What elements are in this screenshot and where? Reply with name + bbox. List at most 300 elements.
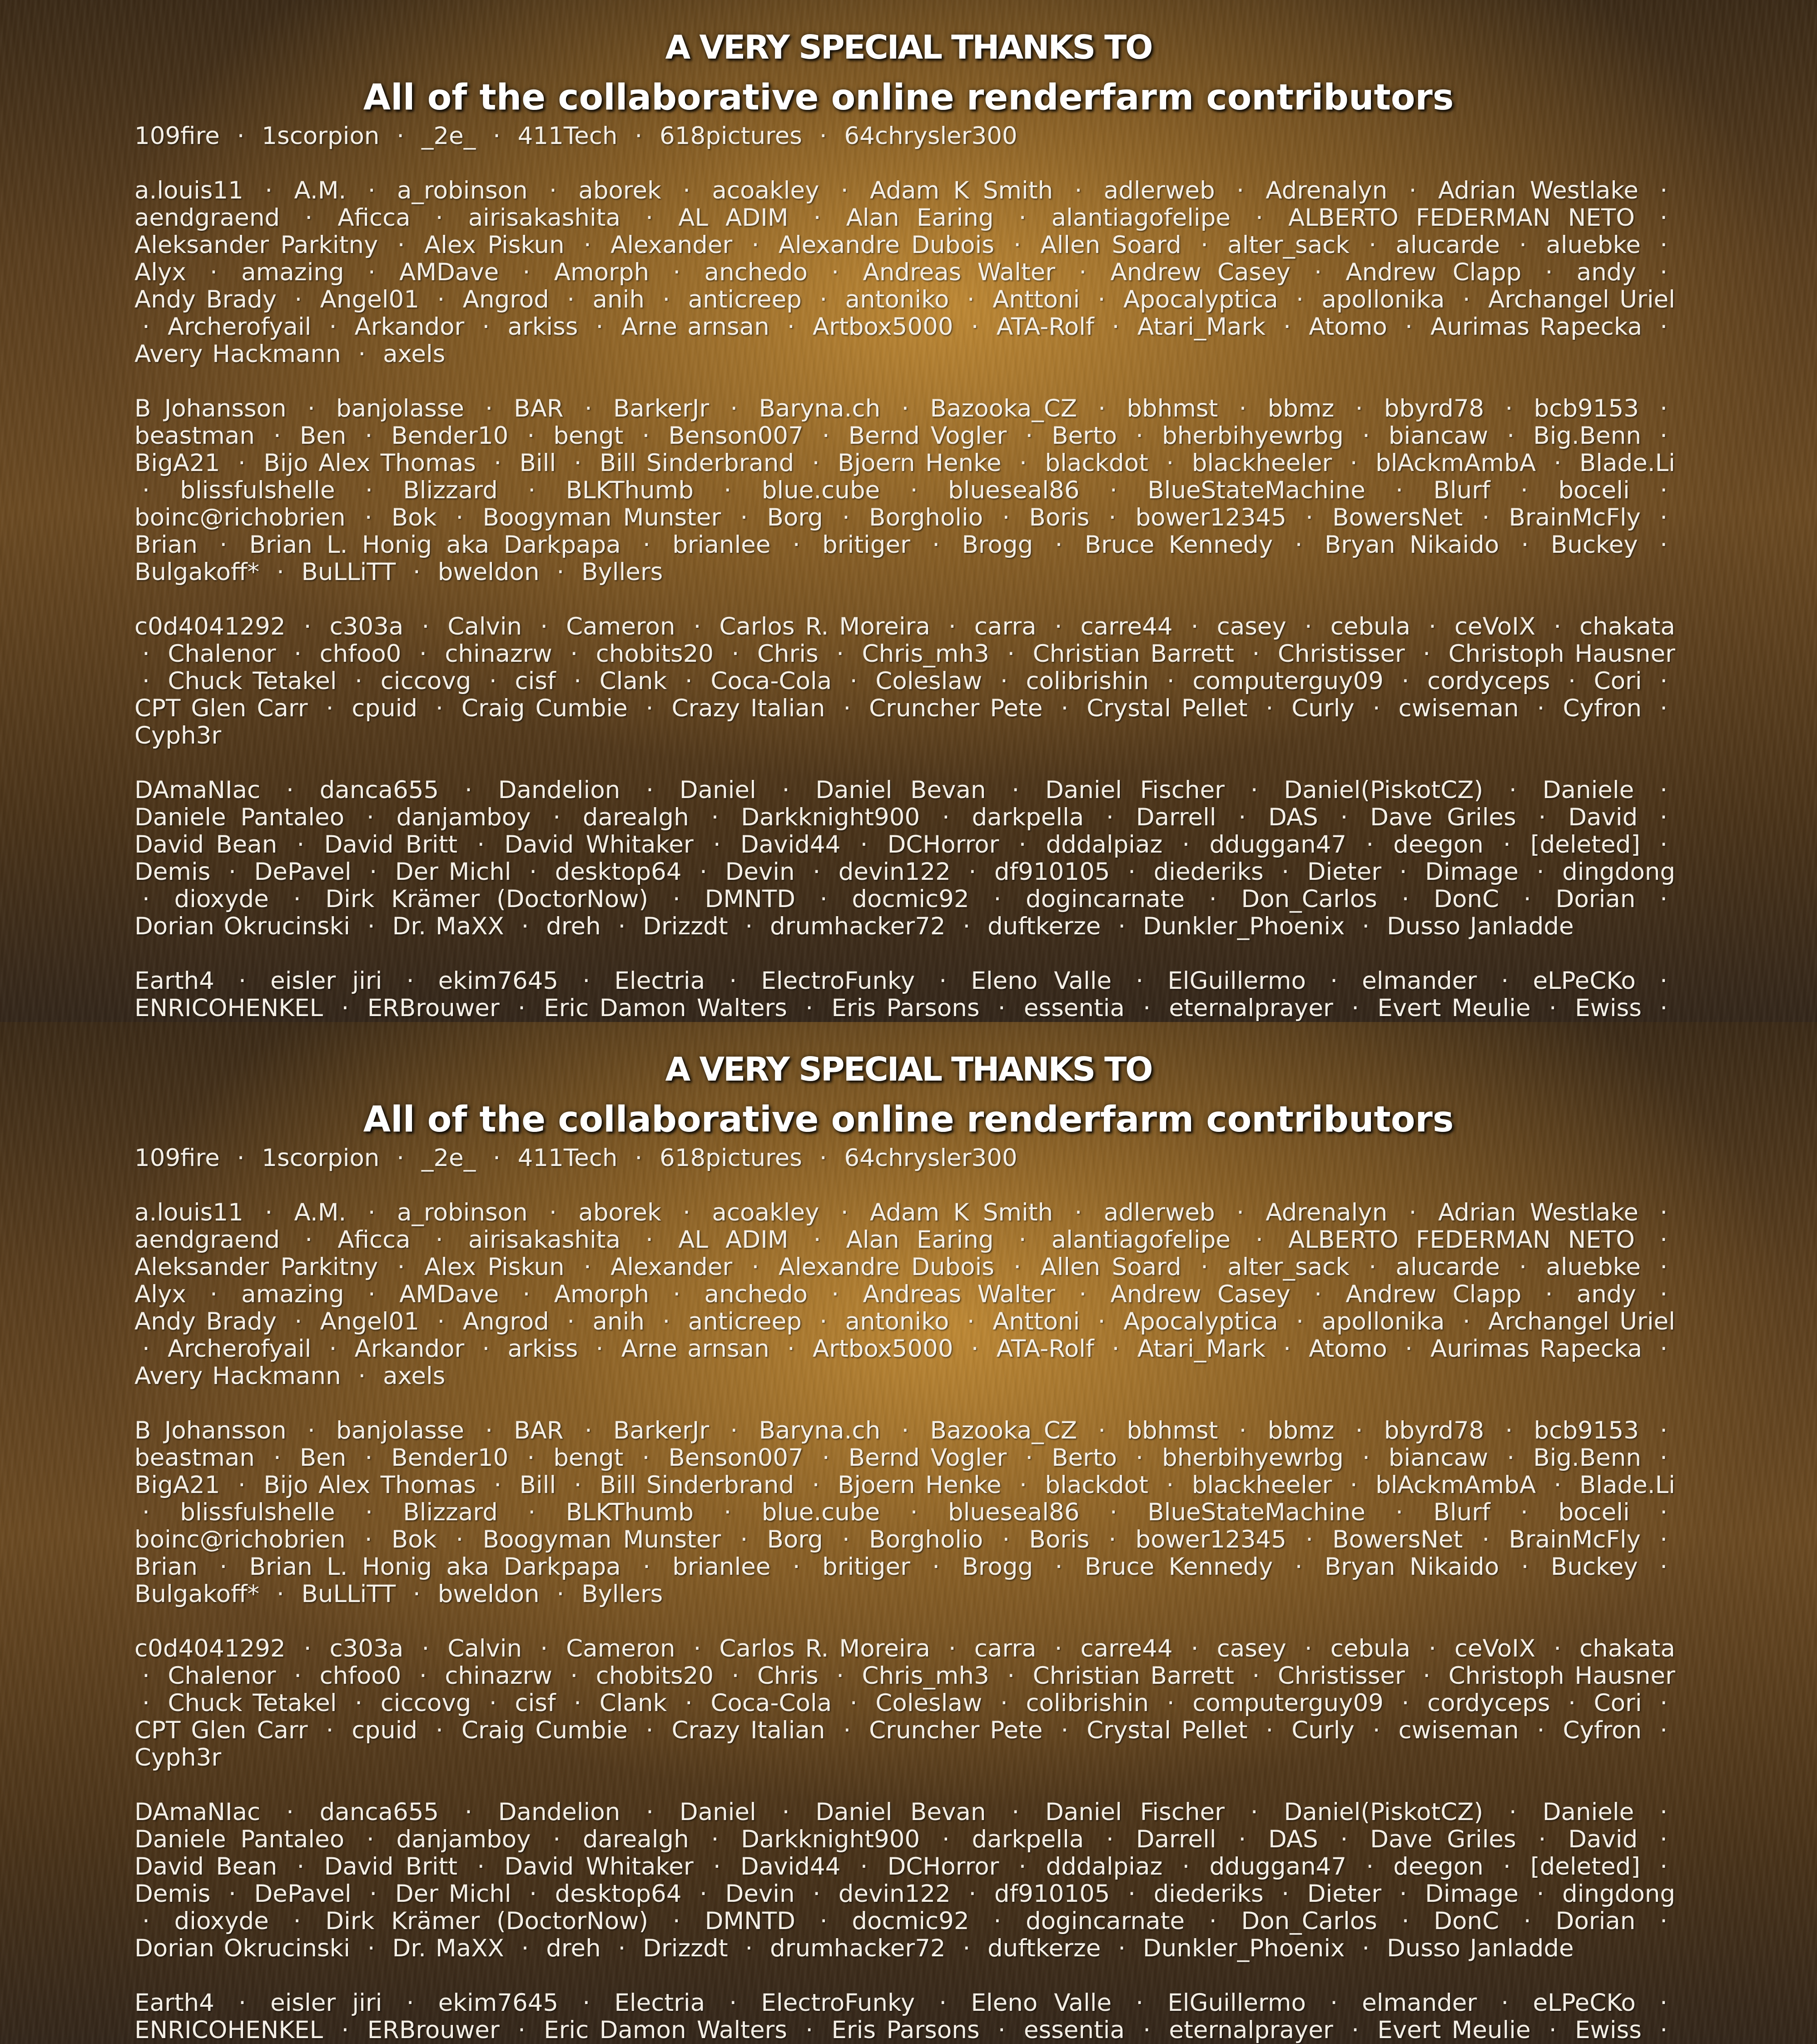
contributor-name: blAckmAmbA [1375,1471,1536,1499]
name-separator: · [289,1853,312,1880]
contributor-name: AMDave [399,258,499,286]
contributor-name: Clank [600,667,667,695]
contributor-name: Atomo [1309,1335,1387,1363]
contributor-name: Calvin [447,1635,522,1662]
name-separator: · [779,313,803,341]
contributor-name: Coleslaw [875,1689,982,1717]
contributor-name: dduggan47 [1209,1853,1346,1880]
name-separator: · [318,1717,342,1744]
name-separator: · [842,1689,865,1717]
name-separator: · [805,858,828,886]
name-separator: · [934,1826,958,1853]
renderfarm-contributors-heading: All of the collaborative online renderfarm contributors [0,77,1817,118]
name-separator: · [638,776,661,804]
name-separator: · [1354,1935,1377,1962]
name-separator: · [521,858,545,886]
name-separator: · [360,258,383,286]
contributor-name: Anttoni [993,1308,1080,1335]
contributor-name: Brian L. Honig aka Darkpapa [249,531,621,559]
contributor-name: drumhacker72 [770,1935,946,1962]
contributor-name: Berto [1052,422,1117,450]
contributor-name: aendgraend [134,204,280,232]
name-separator: · [779,1335,803,1363]
contributor-name: bherbihyewrbg [1162,422,1344,450]
name-separator: · [1090,1417,1113,1444]
contributor-name: Bjoern Henke [838,1471,1002,1499]
name-separator: · [469,831,492,858]
contributor-name: alter_sack [1227,1253,1350,1281]
name-separator: · [362,858,385,886]
name-separator: · [722,395,745,422]
contributor-name: 109fire [134,1144,220,1172]
name-separator: · [1652,1853,1675,1880]
name-separator: · [635,422,658,450]
name-separator: · [360,1199,383,1226]
name-separator: · [934,804,958,831]
name-separator: · [1048,531,1071,559]
name-separator: · [894,395,917,422]
name-separator: · [318,695,342,722]
name-separator: · [287,286,310,313]
contributor-name: Cruncher Pete [869,1717,1043,1744]
contributor-name: diederiks [1154,858,1264,886]
name-separator: · [1652,1226,1675,1254]
contributor-name: Electria [614,1989,705,2017]
name-separator: · [1511,231,1534,259]
contributor-name: chfoo0 [319,1662,401,1690]
contributor-name: David Britt [324,831,457,858]
contributor-name: Dirk Krämer (DoctorNow) [325,1907,648,1935]
contributor-name: BowersNet [1332,504,1463,531]
contributor-name: Daniel Fischer [1045,1798,1225,1826]
contributor-name: Alexandre Dubois [779,1253,994,1281]
contributor-name: desktop64 [555,858,682,886]
contributor-name: Craig Cumbie [462,695,628,722]
name-separator: · [1394,1907,1417,1935]
contributor-name: Bulgakoff* [134,558,259,586]
contributor-name: Cruncher Pete [869,695,1043,722]
contributor-name: Christisser [1278,1662,1405,1690]
name-separator: · [357,476,381,504]
name-separator: · [835,695,859,722]
name-separator: · [300,395,323,422]
contributor-name: Daniel Bevan [815,776,986,804]
name-separator: · [588,313,611,341]
contributor-name: chfoo0 [319,640,401,668]
name-separator: · [1652,776,1675,804]
contributor-name: a_robinson [397,177,528,204]
contributor-name: devin122 [839,1880,951,1908]
contributor-name: Dorian [1556,1907,1636,1935]
contributor-name: chinazrw [445,1662,552,1690]
name-separator: · [733,504,756,531]
contributor-name: DePavel [254,858,351,886]
contributor-name: DAmaNIac [134,776,260,804]
contributor-name: eLPeCKo [1533,1989,1635,2017]
name-separator: · [1499,1444,1522,1472]
name-separator: · [231,1989,254,2017]
name-separator: · [824,258,847,286]
name-separator: · [931,1989,954,2017]
name-separator: · [1135,2016,1158,2044]
name-separator: · [990,994,1013,1022]
contributor-name: darealgh [583,1826,689,1853]
contributor-name: dogincarnate [1026,1907,1185,1935]
name-separator: · [1652,258,1675,286]
name-separator: · [134,1662,158,1690]
name-separator: · [230,449,253,477]
contributor-name: Avery Hackmann [134,1362,341,1390]
name-separator: · [1652,1907,1675,1935]
contributor-name: Aficca [338,204,410,232]
name-separator: · [485,1144,508,1172]
contributor-name: Daniele [1543,1798,1634,1826]
name-separator: · [805,1880,828,1908]
name-separator: · [231,967,254,995]
name-separator: · [824,1280,847,1308]
contributor-name: Darkknight900 [741,804,920,831]
name-separator: · [1231,395,1255,422]
name-separator: · [1018,422,1041,450]
name-separator: · [1258,1717,1281,1744]
contributor-name: anticreep [688,1308,802,1335]
contributor-name: chakata [1579,613,1675,640]
contributor-name: Adrian Westlake [1438,177,1638,204]
contributor-name: Earth4 [134,967,214,995]
name-separator: · [1495,831,1519,858]
name-separator: · [1541,994,1564,1022]
name-separator: · [1110,913,1133,940]
contributor-name: blackdot [1045,449,1148,477]
contributor-name: alantiagofelipe [1052,1226,1231,1254]
contributor-name: Archerofyail [168,313,311,341]
name-separator: · [834,504,858,531]
contributor-name: Earth4 [134,1989,214,2017]
name-separator: · [638,1226,661,1254]
contributor-name: Anttoni [993,286,1080,313]
name-separator: · [1258,695,1281,722]
contributor-name: casey [1217,1635,1286,1662]
contributor-name: CPT Glen Carr [134,695,308,722]
contributor-name: bbhmst [1127,395,1218,422]
name-separator: · [1652,504,1675,531]
name-separator: · [1529,695,1553,722]
contributor-name: Angel01 [320,286,419,313]
contributor-name: ekim7645 [438,1989,559,2017]
contributor-name: Boogyman Munster [482,504,721,531]
contributor-name: darkpella [972,1826,1084,1853]
name-separator: · [1394,885,1417,913]
contributor-name: acoakley [712,1199,819,1226]
name-separator: · [1053,695,1076,722]
name-separator: · [986,1907,1009,1935]
contributor-name: _2e_ [422,1144,476,1172]
contributor-name: Bernd Vogler [849,1444,1007,1472]
contributor-name: Crazy Italian [671,695,825,722]
contributor-name: 411Tech [518,1144,618,1172]
name-separator: · [724,640,747,668]
name-separator: · [1128,422,1151,450]
name-separator: · [428,695,451,722]
contributor-name: Eleno Valle [971,1989,1112,2017]
name-separator: · [1231,1826,1254,1853]
contributor-name: colibrishin [1026,667,1149,695]
name-separator: · [1652,231,1675,259]
name-separator: · [1401,1199,1425,1226]
name-separator: · [744,231,767,259]
contributor-name: Chuck Tetakel [168,1689,337,1717]
contributor-name: Ewiss [1575,2016,1642,2044]
name-separator: · [1135,994,1158,1022]
name-separator: · [1098,804,1122,831]
contributor-name: BLKThumb [566,1498,694,1526]
name-separator: · [785,531,808,559]
name-separator: · [1276,313,1299,341]
name-separator: · [286,1907,309,1935]
contributor-name: bbmz [1268,1417,1335,1444]
name-separator: · [1012,1471,1035,1499]
contributor-name: dingdong [1562,1880,1675,1908]
name-separator: · [566,1689,589,1717]
contributor-name: Brian [134,1553,198,1581]
contributor-name: c303a [330,613,404,640]
name-separator: · [686,613,709,640]
contributor-name: Drizzdt [643,1935,728,1962]
contributor-name: Bjoern Henke [838,449,1002,477]
contributor-name: Blurf [1434,476,1490,504]
name-separator: · [705,1853,729,1880]
contributor-name: carre44 [1080,613,1172,640]
contributor-name: Baryna.ch [759,1417,881,1444]
name-separator: · [1531,1826,1554,1853]
name-separator: · [1513,1498,1536,1526]
contributor-name: Christian Barrett [1033,640,1234,668]
contributor-name: BrainMcFly [1509,504,1641,531]
name-separator: · [705,831,729,858]
contributor-name: chakata [1579,1635,1675,1662]
contributor-name: dogincarnate [1026,885,1185,913]
name-separator: · [360,1935,383,1962]
name-separator: · [296,613,319,640]
contributor-name: Dusso Janladde [1387,913,1574,940]
name-separator: · [1415,640,1438,668]
contributor-name: Adam K Smith [870,1199,1053,1226]
name-separator: · [798,994,821,1022]
contributor-name: Don_Carlos [1241,885,1377,913]
name-separator: · [665,258,688,286]
name-separator: · [924,1553,948,1581]
name-separator: · [638,1717,661,1744]
name-separator: · [510,994,533,1022]
contributor-name: Angrod [463,286,549,313]
contributor-name: Chalenor [168,1662,276,1690]
contributor-name: casey [1217,613,1286,640]
contributor-name: 618pictures [660,122,802,150]
name-separator: · [961,1880,984,1908]
contributor-name: dioxyde [174,1907,269,1935]
name-separator: · [1158,1471,1182,1499]
name-separator: · [1652,422,1675,450]
name-separator: · [474,313,497,341]
name-separator: · [1274,858,1297,886]
contributor-name: ENRICOHENKEL [134,2016,323,2044]
name-separator: · [357,504,380,531]
contributor-name: Bulgakoff* [134,1580,259,1608]
contributor-name: boceli [1558,1498,1629,1526]
name-separator: · [1287,1553,1311,1581]
contributor-name: Dorian [1556,885,1636,913]
name-separator: · [675,1199,698,1226]
contributor-name: Blade.Li [1579,449,1675,477]
name-separator: · [296,1635,319,1662]
name-separator: · [963,313,987,341]
contributor-name: aluebke [1546,231,1640,259]
contributor-name: Drizzdt [643,913,728,940]
contributor-name: 1scorpion [262,1144,379,1172]
contributor-name: Cyph3r [134,1744,221,1771]
contributor-name: eternalprayer [1169,994,1333,1022]
name-separator: · [833,177,856,204]
contributor-name: Craig Cumbie [462,1717,628,1744]
special-thanks-heading: A VERY SPECIAL THANKS TO [0,28,1817,66]
name-separator: · [1322,967,1345,995]
contributor-name: Daniel [680,1798,756,1826]
name-separator: · [1047,613,1070,640]
contributor-name: David Bean [134,1853,277,1880]
contributor-name: Daniele Pantaleo [134,804,344,831]
contributor-name: Dave Griles [1370,804,1516,831]
contributor-name: Bill Sinderbrand [600,449,794,477]
contributor-name: Daniele Pantaleo [134,1826,344,1853]
contributor-name: Baryna.ch [759,395,881,422]
contributor-name: Dave Griles [1370,1826,1516,1853]
contributor-name: Alex Piskun [424,1253,565,1281]
name-separator: · [575,967,598,995]
name-separator: · [482,1689,505,1717]
name-separator: · [257,177,280,204]
contributor-name: cordyceps [1427,667,1550,695]
name-separator: · [1243,776,1266,804]
contributor-name: BLKThumb [566,476,694,504]
name-separator: · [566,1471,590,1499]
contributor-name: BAR [514,1417,563,1444]
contributor-name: Aficca [338,1226,410,1254]
name-separator: · [1018,1444,1041,1472]
name-separator: · [532,613,556,640]
name-separator: · [1158,449,1182,477]
contributor-name: docmic92 [852,1907,969,1935]
contributor-name: BowersNet [1332,1526,1463,1553]
contributor-name: Bok [392,504,437,531]
name-separator: · [1365,695,1388,722]
contributor-name: Atomo [1309,313,1387,341]
name-separator: · [457,776,480,804]
contributor-name: Adam K Smith [870,177,1053,204]
contributor-name: dddalpiaz [1046,831,1162,858]
name-separator: · [1546,449,1569,477]
name-separator: · [1047,1635,1070,1662]
contributor-name: blue.cube [762,1498,880,1526]
name-separator: · [134,1689,158,1717]
contributor-name: Dandelion [498,776,621,804]
name-separator: · [1128,1989,1151,2017]
contributor-name: ATA-Rolf [997,313,1094,341]
contributor-name: B Johansson [134,1417,287,1444]
contributor-name: Christoph Hausner [1449,1662,1675,1690]
name-separator: · [286,885,309,913]
name-separator: · [519,422,542,450]
name-separator: · [515,258,538,286]
contributor-name: Andrew Clapp [1345,258,1521,286]
name-separator: · [541,177,565,204]
name-separator: · [842,667,865,695]
contributor-name: Brogg [962,1553,1033,1581]
name-separator: · [941,613,964,640]
name-separator: · [993,1689,1016,1717]
name-separator: · [806,1226,829,1254]
name-separator: · [1652,177,1675,204]
name-separator: · [134,667,158,695]
name-separator: · [429,1308,452,1335]
name-separator: · [1652,885,1675,913]
name-separator: · [1401,177,1425,204]
contributor-name: Cameron [566,1635,675,1662]
name-separator: · [1348,1417,1371,1444]
contributor-name: bcb9153 [1534,1417,1639,1444]
contributor-name: danjamboy [396,804,531,831]
contributor-name: bbyrd78 [1384,395,1484,422]
contributor-name: Dunkler_Phoenix [1143,1935,1345,1962]
name-separator: · [1193,1253,1216,1281]
name-separator: · [955,913,978,940]
contributor-name: bbyrd78 [1384,1417,1484,1444]
name-separator: · [1333,1826,1356,1853]
contributor-name: Dimage [1425,1880,1519,1908]
contributor-name: bbhmst [1127,1417,1218,1444]
name-separator: · [390,231,413,259]
contributor-name: chobits20 [596,1662,714,1690]
name-separator: · [514,913,537,940]
name-separator: · [1231,1417,1255,1444]
contributor-name: danjamboy [396,1826,531,1853]
contributor-name: Calvin [447,613,522,640]
name-separator: · [297,1226,320,1254]
contributor-name: A.M. [294,177,347,204]
name-separator: · [134,476,158,504]
contributor-name: Adrenalyn [1266,1199,1387,1226]
contributor-name: eisler jiri [270,967,382,995]
name-separator: · [1248,204,1271,232]
contributor-name: BigA21 [134,449,220,477]
contributor-name: elmander [1362,967,1477,995]
name-separator: · [577,1417,600,1444]
contributor-name: Brian [134,531,198,559]
name-separator: · [1193,231,1216,259]
name-separator: · [829,640,852,668]
contributor-name: David Bean [134,831,277,858]
contributor-name: ElGuillermo [1167,1989,1306,2017]
contributor-name: danca655 [320,776,439,804]
name-separator: · [675,177,698,204]
name-separator: · [1297,613,1320,640]
contributor-name: Borg [767,1526,823,1553]
contributor-name: Christian Barrett [1033,1662,1234,1690]
name-separator: · [1342,449,1365,477]
name-separator: · [1067,1199,1090,1226]
contributor-name: Dieter [1307,1880,1381,1908]
name-separator: · [448,504,471,531]
name-separator: · [1159,667,1182,695]
